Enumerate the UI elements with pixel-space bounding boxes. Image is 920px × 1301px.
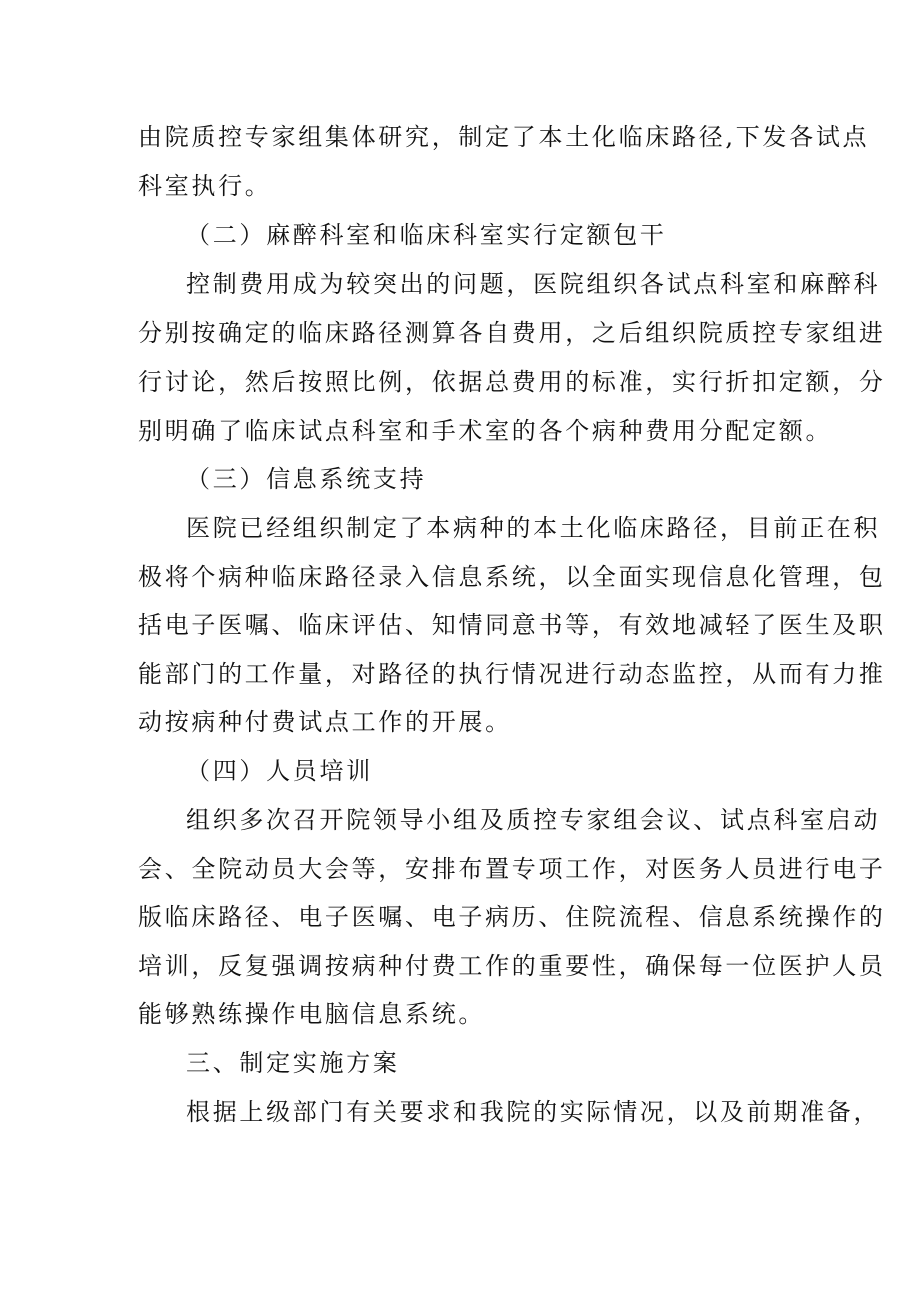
paragraph-line: 行讨论，然后按照比例，依据总费用的标准，实行折扣定额，分 [138, 368, 886, 396]
paragraph-line: 能够熟练操作电脑信息系统。 [138, 1000, 486, 1028]
paragraph-line: 极将个病种临床路径录入信息系统，以全面实现信息化管理，包 [138, 563, 886, 591]
paragraph-line: 根据上级部门有关要求和我院的实际情况，以及前期准备， [186, 1098, 881, 1126]
paragraph-line: 控制费用成为较突出的问题，医院组织各试点科室和麻醉科 [186, 270, 881, 298]
section-heading-4: （四）人员培训 [186, 757, 373, 785]
paragraph-line: 分别按确定的临床路径测算各自费用，之后组织院质控专家组进 [138, 319, 886, 347]
paragraph-line: 会、全院动员大会等，安排布置专项工作，对医务人员进行电子 [138, 855, 886, 883]
paragraph-line: 括电子医嘱、临床评估、知情同意书等，有效地减轻了医生及职 [138, 611, 886, 639]
paragraph-line: 培训，反复强调按病种付费工作的重要性，确保每一位医护人员 [138, 952, 886, 980]
chapter-heading-3: 三、制定实施方案 [186, 1049, 400, 1077]
paragraph-line: 科室执行。 [138, 172, 272, 200]
paragraph-line: 组织多次召开院领导小组及质控专家组会议、试点科室启动 [186, 806, 881, 834]
paragraph-line: 医院已经组织制定了本病种的本土化临床路径，目前正在积 [186, 514, 881, 542]
paragraph-line: 由院质控专家组集体研究，制定了本土化临床路径,下发各试点 [138, 123, 870, 151]
paragraph-line: 动按病种付费试点工作的开展。 [138, 708, 512, 736]
paragraph-line: 别明确了临床试点科室和手术室的各个病种费用分配定额。 [138, 417, 833, 445]
section-heading-3: （三）信息系统支持 [186, 465, 427, 493]
paragraph-line: 能部门的工作量，对路径的执行情况进行动态监控，从而有力推 [138, 660, 886, 688]
section-heading-2: （二）麻醉科室和临床科室实行定额包干 [186, 221, 667, 249]
paragraph-line: 版临床路径、电子医嘱、电子病历、住院流程、信息系统操作的 [138, 903, 886, 931]
